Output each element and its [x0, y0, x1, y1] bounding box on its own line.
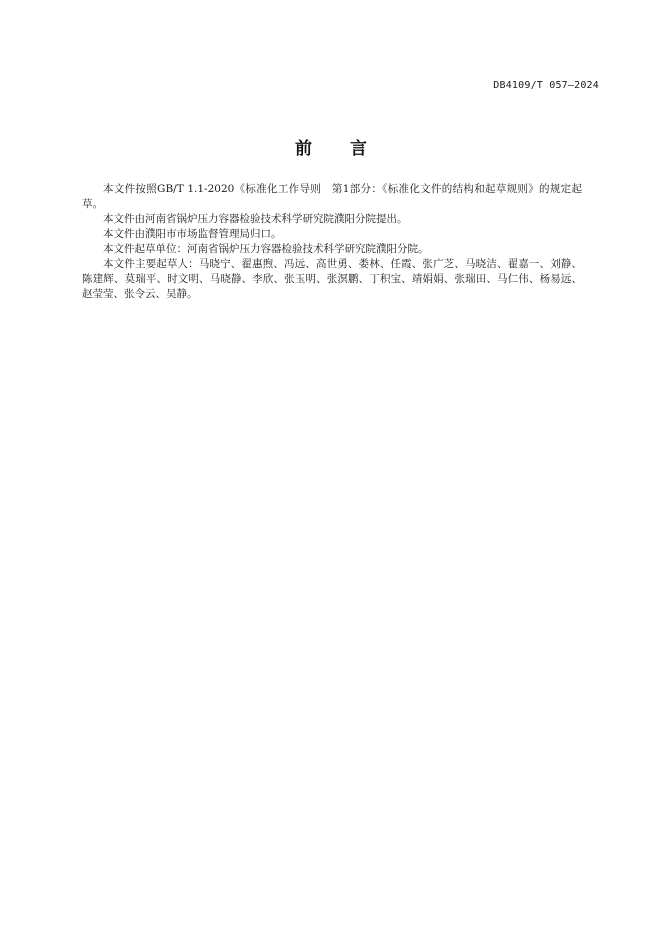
document-code: DB4109/T 057—2024	[493, 80, 599, 91]
paragraph-drafters: 本文件主要起草人：马晓宁、翟惠煦、冯远、高世勇、娄林、任霞、张广芝、马晓洁、翟嘉一、刘静、陈建辉、莫瑞平、时文明、马晓静、李欣、张玉明、张溟鹏、丁积宝、靖娟娟、张瑞田、马仁伟、杨易远、赵莹莹、张令云、吴静。	[82, 258, 582, 300]
foreword-body	[82, 182, 582, 302]
paragraph-standard-basis: 本文件按照GB/T 1.1-2020《标准化工作导则 第1部分：《标准化文件的结构和起草规则》的规定起草。	[82, 183, 582, 210]
paragraph-drafting-unit: 本文件起草单位：河南省锅炉压力容器检验技术科学研究院濮阳分院。	[103, 243, 429, 255]
paragraph-administrator: 本文件由濮阳市市场监督管理局归口。	[103, 228, 282, 240]
paragraph-proposer: 本文件由河南省锅炉压力容器检验技术科学研究院濮阳分院提出。	[103, 213, 408, 225]
page-title: 前言	[295, 139, 405, 159]
